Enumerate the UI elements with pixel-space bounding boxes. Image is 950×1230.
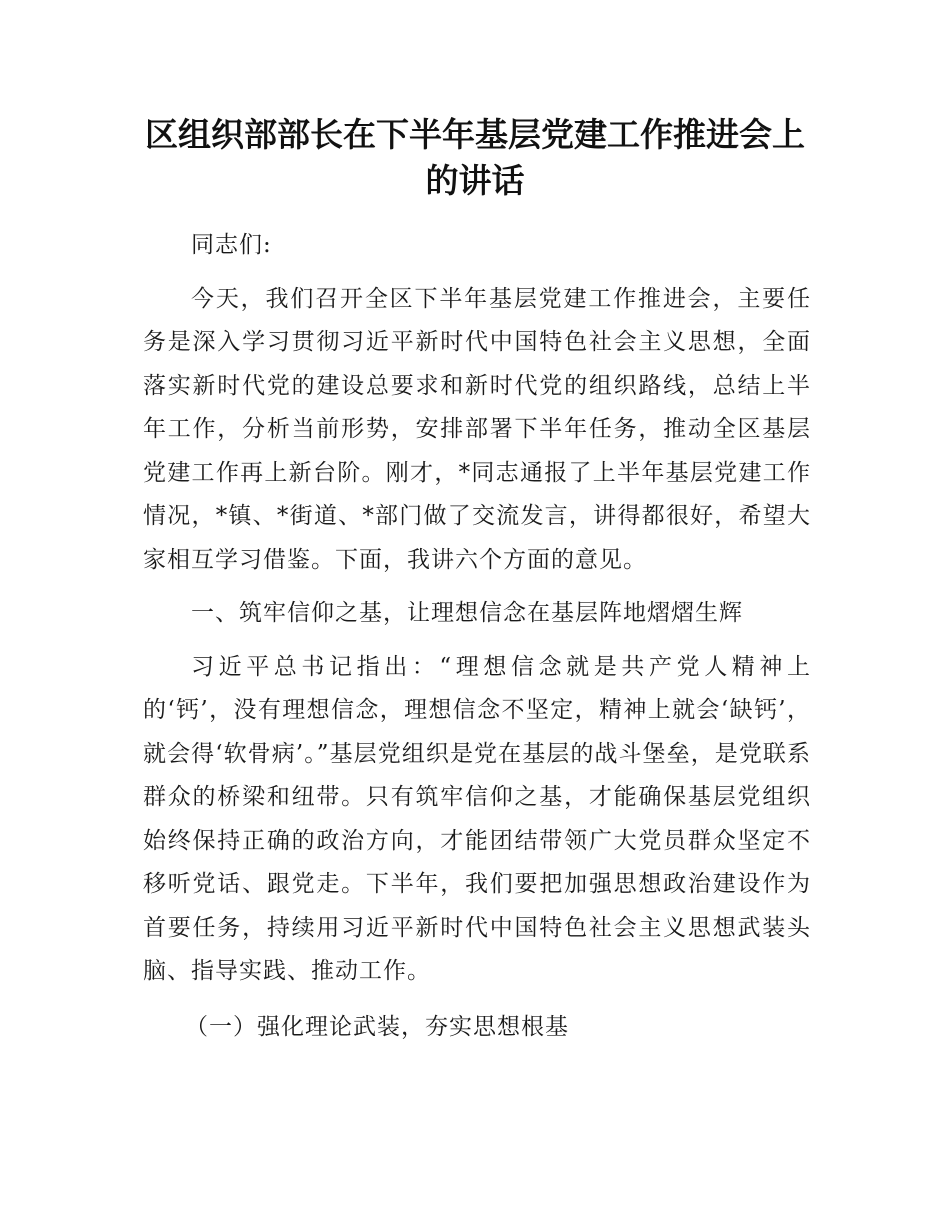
section-paragraph: 习近平总书记指出：“理想信念就是共产党人精神上的‘钙’，没有理想信念，理想信念不坚定，精神上就会‘缺钙’，就会得‘软骨病’。”基层党组织是党在基层的战斗堡垒，是党联系群众的桥梁和纽带。只有筑牢信仰之基，才能确保基层党组织始终保持正确的政治方向，才能团结带领广大党员群众坚定不移听党话、跟党走。下半年，我们要把加强思想政治建设作为首要任务，持续用习近平新时代中国特色社会主义思想武装头脑、指导实践、推动工作。	[143, 653, 811, 984]
opening-paragraph: 今天，我们召开全区下半年基层党建工作推进会，主要任务是深入学习贯彻习近平新时代中国特色社会主义思想，全面落实新时代党的建设总要求和新时代党的组织路线，总结上半年工作，分析当前形势，安排部署下半年任务，推动全区基层党建工作再上新台阶。刚才，*同志通报了上半年基层党建工作情况，*镇、*街道、*部门做了交流发言，讲得都很好，希望大家相互学习借鉴。下面，我讲六个方面的意见。	[143, 285, 811, 573]
section-heading: 一、筑牢信仰之基，让理想信念在基层阵地熠熠生辉	[191, 600, 743, 626]
subsection-heading: （一）强化理论武装，夯实思想根基	[185, 1013, 569, 1040]
document-title: 区组织部部长在下半年基层党建工作推进会上的讲话	[145, 115, 805, 200]
document-body	[143, 224, 811, 1049]
salutation: 同志们:	[191, 232, 272, 258]
